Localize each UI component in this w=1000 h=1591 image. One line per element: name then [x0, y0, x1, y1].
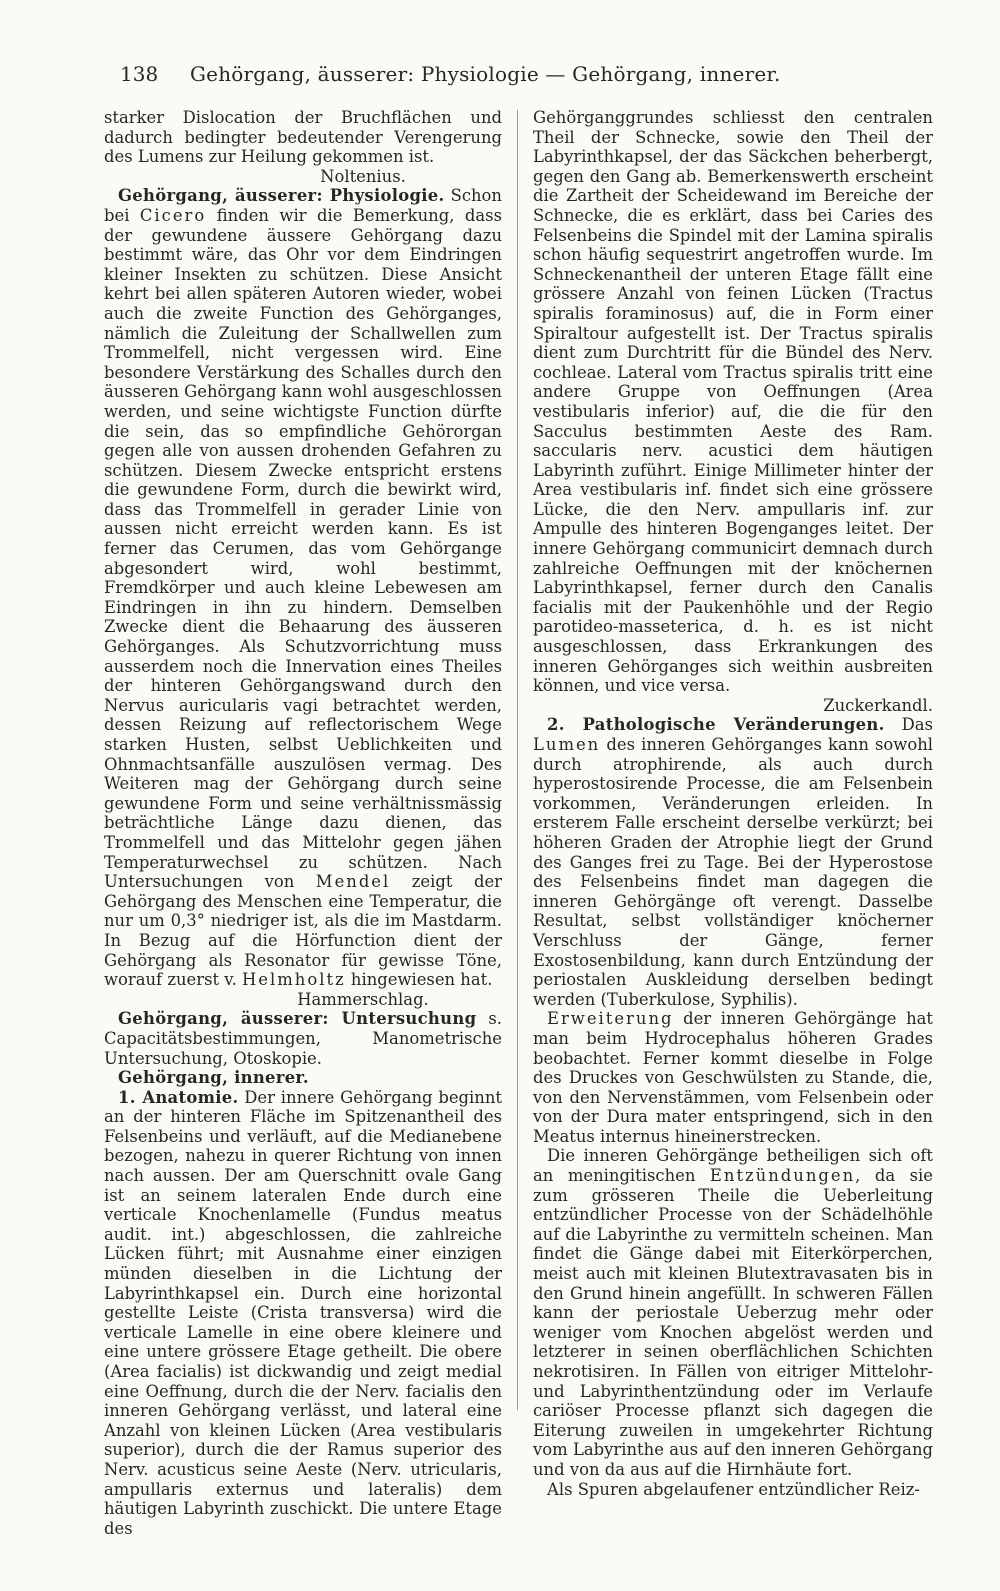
- paragraph: 1. Anatomie. Der innere Gehörgang beginnt an der hinteren Fläche im Spitzenantheil des Felsenbeins und verläuft, auf die Medianebene bezogen, nahezu in querer Richtung von innen nach aussen. Der am Querschnitt ovale Gang ist an seinem lateralen Ende durch eine verticale Knochenlamelle (Fundus meatus audit. int.) abgeschlossen, die zahlreiche Lücken führt; mit Ausnahme einer einzigen münden dieselben in die Lichtung der Labyrinthkapsel ein. Durch eine horizontal gestellte Leiste (Crista transversa) wird die verticale Lamelle in eine obere kleinere und eine untere grössere Etage getheilt. Die obere (Area facialis) ist dickwandig und zeigt medial eine Oeffnung, durch die der Nerv. facialis den inneren Gehörgang verlässt, und lateral eine Anzahl von kleinen Lücken (Area vestibularis superior), durch die der Ramus superior des Nerv. acusticus seine Aeste (Nerv. utricularis, ampullaris externus und lateralis) dem häutigen Labyrinth zuschickt. Die untere Etage des: [104, 1087, 502, 1538]
- paragraph: Gehörgang, äusserer: Physiologie. Schon bei Cicero finden wir die Bemerkung, dass der gewundene äussere Gehörgang dazu bestimmt wäre, das Ohr vor dem Eindringen kleiner Insekten zu schützen. Diese Ansicht kehrt bei allen späteren Autoren wieder, wobei auch die zweite Function des Gehörganges, nämlich die Zuleitung der Schallwellen zum Trommelfell, nicht vergessen wird. Eine besondere Verstärkung des Schalles durch den äusseren Gehörgang kann wohl ausgeschlossen werden, und seine wichtigste Function dürfte die sein, das so empfindliche Gehörorgan gegen alle von aussen drohenden Gefahren zu schützen. Diesem Zwecke entspricht erstens die gewundene Form, durch die bewirkt wird, dass das Trommelfell in gerader Linie von aussen nicht erreicht werden kann. Es ist ferner das Cerumen, das vom Gehörgange abgesondert wird, wohl bestimmt, Fremdkörper und auch kleine Lebewesen am Eindringen in ihn zu hindern. Demselben Zwecke dient die Behaarung des äusseren Gehörganges. Als Schutzvorrichtung muss ausserdem noch die Innervation eines Theiles der hinteren Gehörgangswand durch den Nervus auricularis vagi betrachtet werden, dessen Reizung auf reflectorischem Wege starken Husten, selbst Ueblichkeiten und Ohnmachtsanfälle auszulösen vermag. Des Weiteren mag der Gehörgang durch seine gewundene Form und seine verhältnissmässig beträchtliche Länge dazu dienen, das Trommelfell und das Mittelohr gegen jähen Temperaturwechsel zu schützen. Nach Untersuchungen von Mendel zeigt der Gehörgang des Menschen eine Temperatur, die nur um 0,3° niedriger ist, als die im Mastdarm. In Bezug auf die Hörfunction dient der Gehörgang als Resonator für gewisse Töne, worauf zuerst v. Helmholtz hingewiesen hat.: [104, 186, 502, 990]
- right-column: [533, 108, 933, 1499]
- author-name: Cicero: [139, 205, 207, 225]
- emphasis: Lumen: [533, 735, 601, 754]
- author-name: Mendel: [315, 872, 391, 892]
- paragraph: Als Spuren abgelaufener entzündlicher Reiz-: [547, 1479, 920, 1499]
- paragraph: Gehörgang, äusserer: Untersuchung s. Capacitätsbestimmungen, Manometrische Untersuchung, Otoskopie.: [104, 1009, 502, 1068]
- emphasis: Entzündungen: [709, 1166, 856, 1186]
- author-signature: Noltenius.: [320, 166, 406, 186]
- section-heading: Gehörgang, innerer.: [118, 1068, 309, 1088]
- paragraph: Gehörganggrundes schliesst den centralen Theil der Schnecke, sowie den Theil der Labyrinthkapsel, der das Säckchen beherbergt, gegen den Gang ab. Bemerkenswerth erscheint die Zartheit der Scheidewand im Bereiche der Schnecke, die es erklärt, dass bei Caries des Felsenbeins die Spindel mit der Lamina spiralis schon häufig sequestrirt angetroffen wurde. Im Schneckenantheil der unteren Etage fällt eine grössere Anzahl von feinen Lücken (Tractus spiralis foraminosus) auf, die in Form einer Spiraltour aufgestellt ist. Der Tractus spiralis dient zum Durchtritt für die Bündel des Nerv. cochleae. Lateral vom Tractus spiralis tritt eine andere Gruppe von Oeffnungen (Area vestibularis inferior) auf, die die für den Sacculus bestimmten Aeste des Ram. saccularis nerv. acustici dem häutigen Labyrinth zuführt. Einige Millimeter hinter der Area vestibularis inf. findet sich eine grössere Lücke, die den Nerv. ampullaris inf. zur Ampulle des hinteren Bogenganges leitet. Der innere Gehörgang communicirt demnach durch zahlreiche Oeffnungen mit der knöchernen Labyrinthkapsel, ferner durch den Canalis facialis mit der Paukenhöhle und der Regio parotideo-masseterica, d. h. es ist nicht ausgeschlossen, dass Erkrankungen des inneren Gehörganges sich weithin ausbreiten können, und vice versa.: [533, 108, 933, 696]
- subsection-heading: 2. Pathologische Veränderungen.: [547, 715, 885, 735]
- author-signature: Zuckerkandl.: [823, 695, 933, 715]
- subsection-heading: 1. Anatomie.: [118, 1087, 239, 1107]
- paragraph: starker Dislocation der Bruchflächen und dadurch bedingter bedeutender Verengerung des Lumens zur Heilung gekommen ist.: [104, 108, 502, 167]
- page-header: [120, 62, 820, 86]
- paragraph: Erweiterung der inneren Gehörgänge hat man beim Hydrocephalus höheren Grades beobachtet. Ferner kommt dieselbe in Folge des Druckes von Geschwülsten zu Stande, die, von den Nervenstämmen, vom Felsenbein oder von der Dura mater entspringend, sich in den Meatus internus hineinerstrecken.: [533, 1009, 933, 1146]
- emphasis: Erweiterung: [547, 1009, 674, 1029]
- left-column: [104, 108, 502, 1538]
- section-heading: Gehörgang, äusserer: Physiologie.: [118, 186, 445, 206]
- column-divider: [517, 110, 518, 1410]
- running-head: Gehörgang, äusserer: Physiologie — Gehörgang, innerer.: [190, 62, 781, 86]
- paragraph: 2. Pathologische Veränderungen. Das Lumen des inneren Gehörganges kann sowohl durch atrophirende, als auch durch hyperostosirende Processe, die am Felsenbein vorkommen, Veränderungen erleiden. In ersterem Falle erscheint derselbe verkürzt; bei höheren Graden der Atrophie liegt der Grund des Ganges frei zu Tage. Bei der Hyperostose des Felsenbeins findet man dagegen die inneren Gehörgänge oft verengt. Dasselbe Resultat, selbst vollständiger knöcherner Verschluss der Gänge, ferner Exostosenbildung, kann durch Entzündung der periostalen Auskleidung derselben bedingt werden (Tuberkulose, Syphilis).: [533, 715, 933, 1009]
- page-number: 138: [120, 62, 159, 86]
- author-name: Helmholtz: [242, 970, 346, 990]
- paragraph: Die inneren Gehörgänge betheiligen sich oft an meningitischen Entzündungen, da sie zum grösseren Theile die Ueberleitung entzündlicher Processe von der Schädelhöhle auf die Labyrinthe zu vermitteln scheinen. Man findet die Gänge dabei mit Eiterkörperchen, meist auch mit kleinen Blutextravasaten bis in den Grund hinein angefüllt. In schweren Fällen kann der periostale Ueberzug mehr oder weniger vom Knochen abgelöst werden und letzterer in seinen oberflächlichen Schichten nekrotisiren. In Fällen von eitriger Mittelohr- und Labyrinthentzündung oder im Verlaufe cariöser Processe pflanzt sich dagegen die Eiterung zuweilen in umgekehrter Richtung vom Labyrinthe aus auf den inneren Gehörgang und von da aus auf die Hirnhäute fort.: [533, 1146, 933, 1479]
- author-signature: Hammerschlag.: [297, 989, 429, 1009]
- paragraph: [104, 1068, 502, 1088]
- section-heading: Gehörgang, äusserer: Untersuchung: [118, 1009, 477, 1029]
